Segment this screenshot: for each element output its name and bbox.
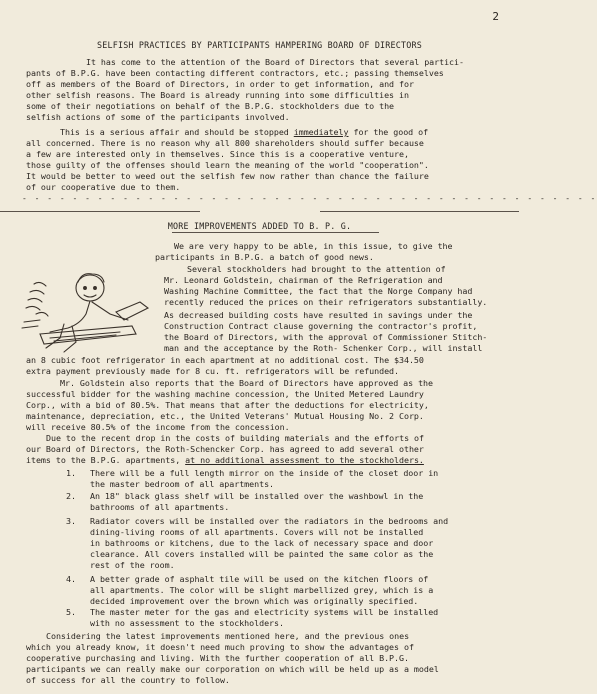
list-item-line: rest of the room. xyxy=(90,560,175,570)
closing-line: which you already know, it doesn't need much proving to show the advantages of xyxy=(26,642,414,652)
section2-p3-lead: items to the B.P.G. apartments, xyxy=(26,455,181,465)
list-item-line: An 18" black glass shelf will be installed over the washbowl in the xyxy=(90,491,424,501)
list-item-number: 2. xyxy=(66,491,76,501)
section2-p1-line: Several stockholders had brought to the attention of xyxy=(187,264,446,274)
section2-intro-line: participants in B.P.G. a batch of good news. xyxy=(155,252,374,262)
section2-p2-line: Corp., with a bid of 80.5%. That means that after the deductions for electricity, xyxy=(26,400,429,410)
section2-p2-line: Mr. Goldstein also reports that the Board of Directors have approved as the xyxy=(60,378,434,388)
list-item-number: 4. xyxy=(66,574,76,584)
section2-p2-line: will receive 80.5% of the income from the concession. xyxy=(26,422,290,432)
section2-p3-last-line xyxy=(26,455,424,466)
section2-p1-line: Washing Machine Committee, the fact that the Norge Company had xyxy=(164,286,473,296)
section1-p1-line: off as members of the Board of Directors, in order to get information, and for xyxy=(26,79,414,89)
section2-p2-line: maintenance, depreciation, etc., the United Veterans' Mutual Housing No. 2 Corp. xyxy=(26,411,424,421)
section2-p1-line: an 8 cubic foot refrigerator in each apartment at no additional cost. The $34.50 xyxy=(26,355,424,365)
list-item-line: all apartments. The color will be slight marbellized grey, which is a xyxy=(90,585,434,595)
list-item-line: decided improvement over the brown which was originally specified. xyxy=(90,596,419,606)
list-item-line: the master bedroom of all apartments. xyxy=(90,479,275,489)
section-separator: - - - - - - - - - - - - - - - - - - - - - - - - - - - - - - - - - - - - - - - - - - - - - - xyxy=(22,194,597,203)
section2-p3-line: Due to the recent drop in the costs of building materials and the efforts of xyxy=(46,433,424,443)
section2-p1-line: man and the acceptance by the Roth- Schenker Corp., will install xyxy=(164,343,483,353)
divider-left xyxy=(0,211,200,212)
section2-p3-line: our Board of Directors, the Roth-Schencker Corp. has agreed to add several other xyxy=(26,444,424,454)
section2-p2-line: successful bidder for the washing machine concession, the United Metered Laundry xyxy=(26,389,424,399)
section1-title: SELFISH PRACTICES BY PARTICIPANTS HAMPERING BOARD OF DIRECTORS xyxy=(96,40,422,50)
section1-p2-line: of our cooperative due to them. xyxy=(26,182,181,192)
section1-p2-first-line xyxy=(60,127,428,138)
list-item-line: The master meter for the gas and electricity systems will be installed xyxy=(90,607,439,617)
list-item-line: There will be a full length mirror on the inside of the closet door in xyxy=(90,468,439,478)
page-number: 2 xyxy=(492,10,499,23)
list-item-number: 1. xyxy=(66,468,76,478)
section1-p2-line: all concerned. There is no reason why all 800 shareholders should suffer because xyxy=(26,138,424,148)
closing-line: of success for all the country to follow. xyxy=(26,675,230,685)
section1-p1-line: selfish actions of some of the participants involved. xyxy=(26,112,290,122)
divider-right xyxy=(320,211,519,212)
list-item-line: dining-living rooms of all apartments. Covers will not be installed xyxy=(90,527,424,537)
section2-p1-line: recently reduced the prices on their refrigerators substantially. xyxy=(164,297,488,307)
list-item-line: with no assessment to the stockholders. xyxy=(90,618,284,628)
section2-p1-line: extra payment previously made for 8 cu. ft. refrigerators will be refunded. xyxy=(26,366,400,376)
list-item-number: 3. xyxy=(66,516,76,526)
section2-p1-line: As decreased building costs have resulted in savings under the xyxy=(164,310,473,320)
section1-p1-line: some of their negotiations on behalf of the B.P.G. stockholders due to the xyxy=(26,101,395,111)
section2-title-underline xyxy=(172,232,379,233)
list-item-line: A better grade of asphalt tile will be used on the kitchen floors of xyxy=(90,574,429,584)
section1-p2-lead: This is a serious affair and should be stopped xyxy=(60,127,289,137)
cartoon-man-writing-icon xyxy=(20,262,154,354)
section1-p1-line: It has come to the attention of the Board of Directors that several partici- xyxy=(86,57,464,67)
list-item-line: bathrooms of all apartments. xyxy=(90,502,230,512)
closing-line: Considering the latest improvements mentioned here, and the previous ones xyxy=(46,631,410,641)
section2-p1-line: the Board of Directors, with the approval of Commissioner Stitch- xyxy=(164,332,488,342)
section2-intro-line: We are very happy to be able, in this issue, to give the xyxy=(174,241,453,251)
section2-p1-line: Mr. Leonard Goldstein, chairman of the Refrigeration and xyxy=(164,275,443,285)
section2-title: MORE IMPROVEMENTS ADDED TO B. P. G. xyxy=(167,221,352,231)
list-item-line: clearance. All covers installed will be painted the same color as the xyxy=(90,549,434,559)
section1-p2-line: those guilty of the offenses should learn the meaning of the world "cooperation". xyxy=(26,160,429,170)
section2-p1-line: Construction Contract clause governing the contractor's profit, xyxy=(164,321,478,331)
section1-p1-line: pants of B.P.G. have been contacting different contractors, etc.; passing themselves xyxy=(26,68,444,78)
section1-p2-tail: for the good of xyxy=(353,127,429,137)
closing-line: cooperative purchasing and living. With the further cooperation of all B.P.G. xyxy=(26,653,409,663)
closing-line: participants we can really make our corporation on which will be held up as a model xyxy=(26,664,439,674)
list-item-line: Radiator covers will be installed over the radiators in the bedrooms and xyxy=(90,516,449,526)
section1-p2-line: a few are interested only in themselves. Since this is a cooperative venture, xyxy=(26,149,409,159)
list-item-number: 5. xyxy=(66,607,76,617)
section1-p2-line: It would be better to weed out the selfish few now rather than chance the failure xyxy=(26,171,429,181)
section1-p2-emphasis: immediately xyxy=(293,127,349,137)
list-item-line: in bathrooms or kitchens, due to the lack of necessary space and door xyxy=(90,538,434,548)
section2-p3-emphasis: at no additional assessment to the stockholders. xyxy=(185,455,424,465)
section1-p1-line: other selfish reasons. The Board is already running into some difficulties in xyxy=(26,90,409,100)
